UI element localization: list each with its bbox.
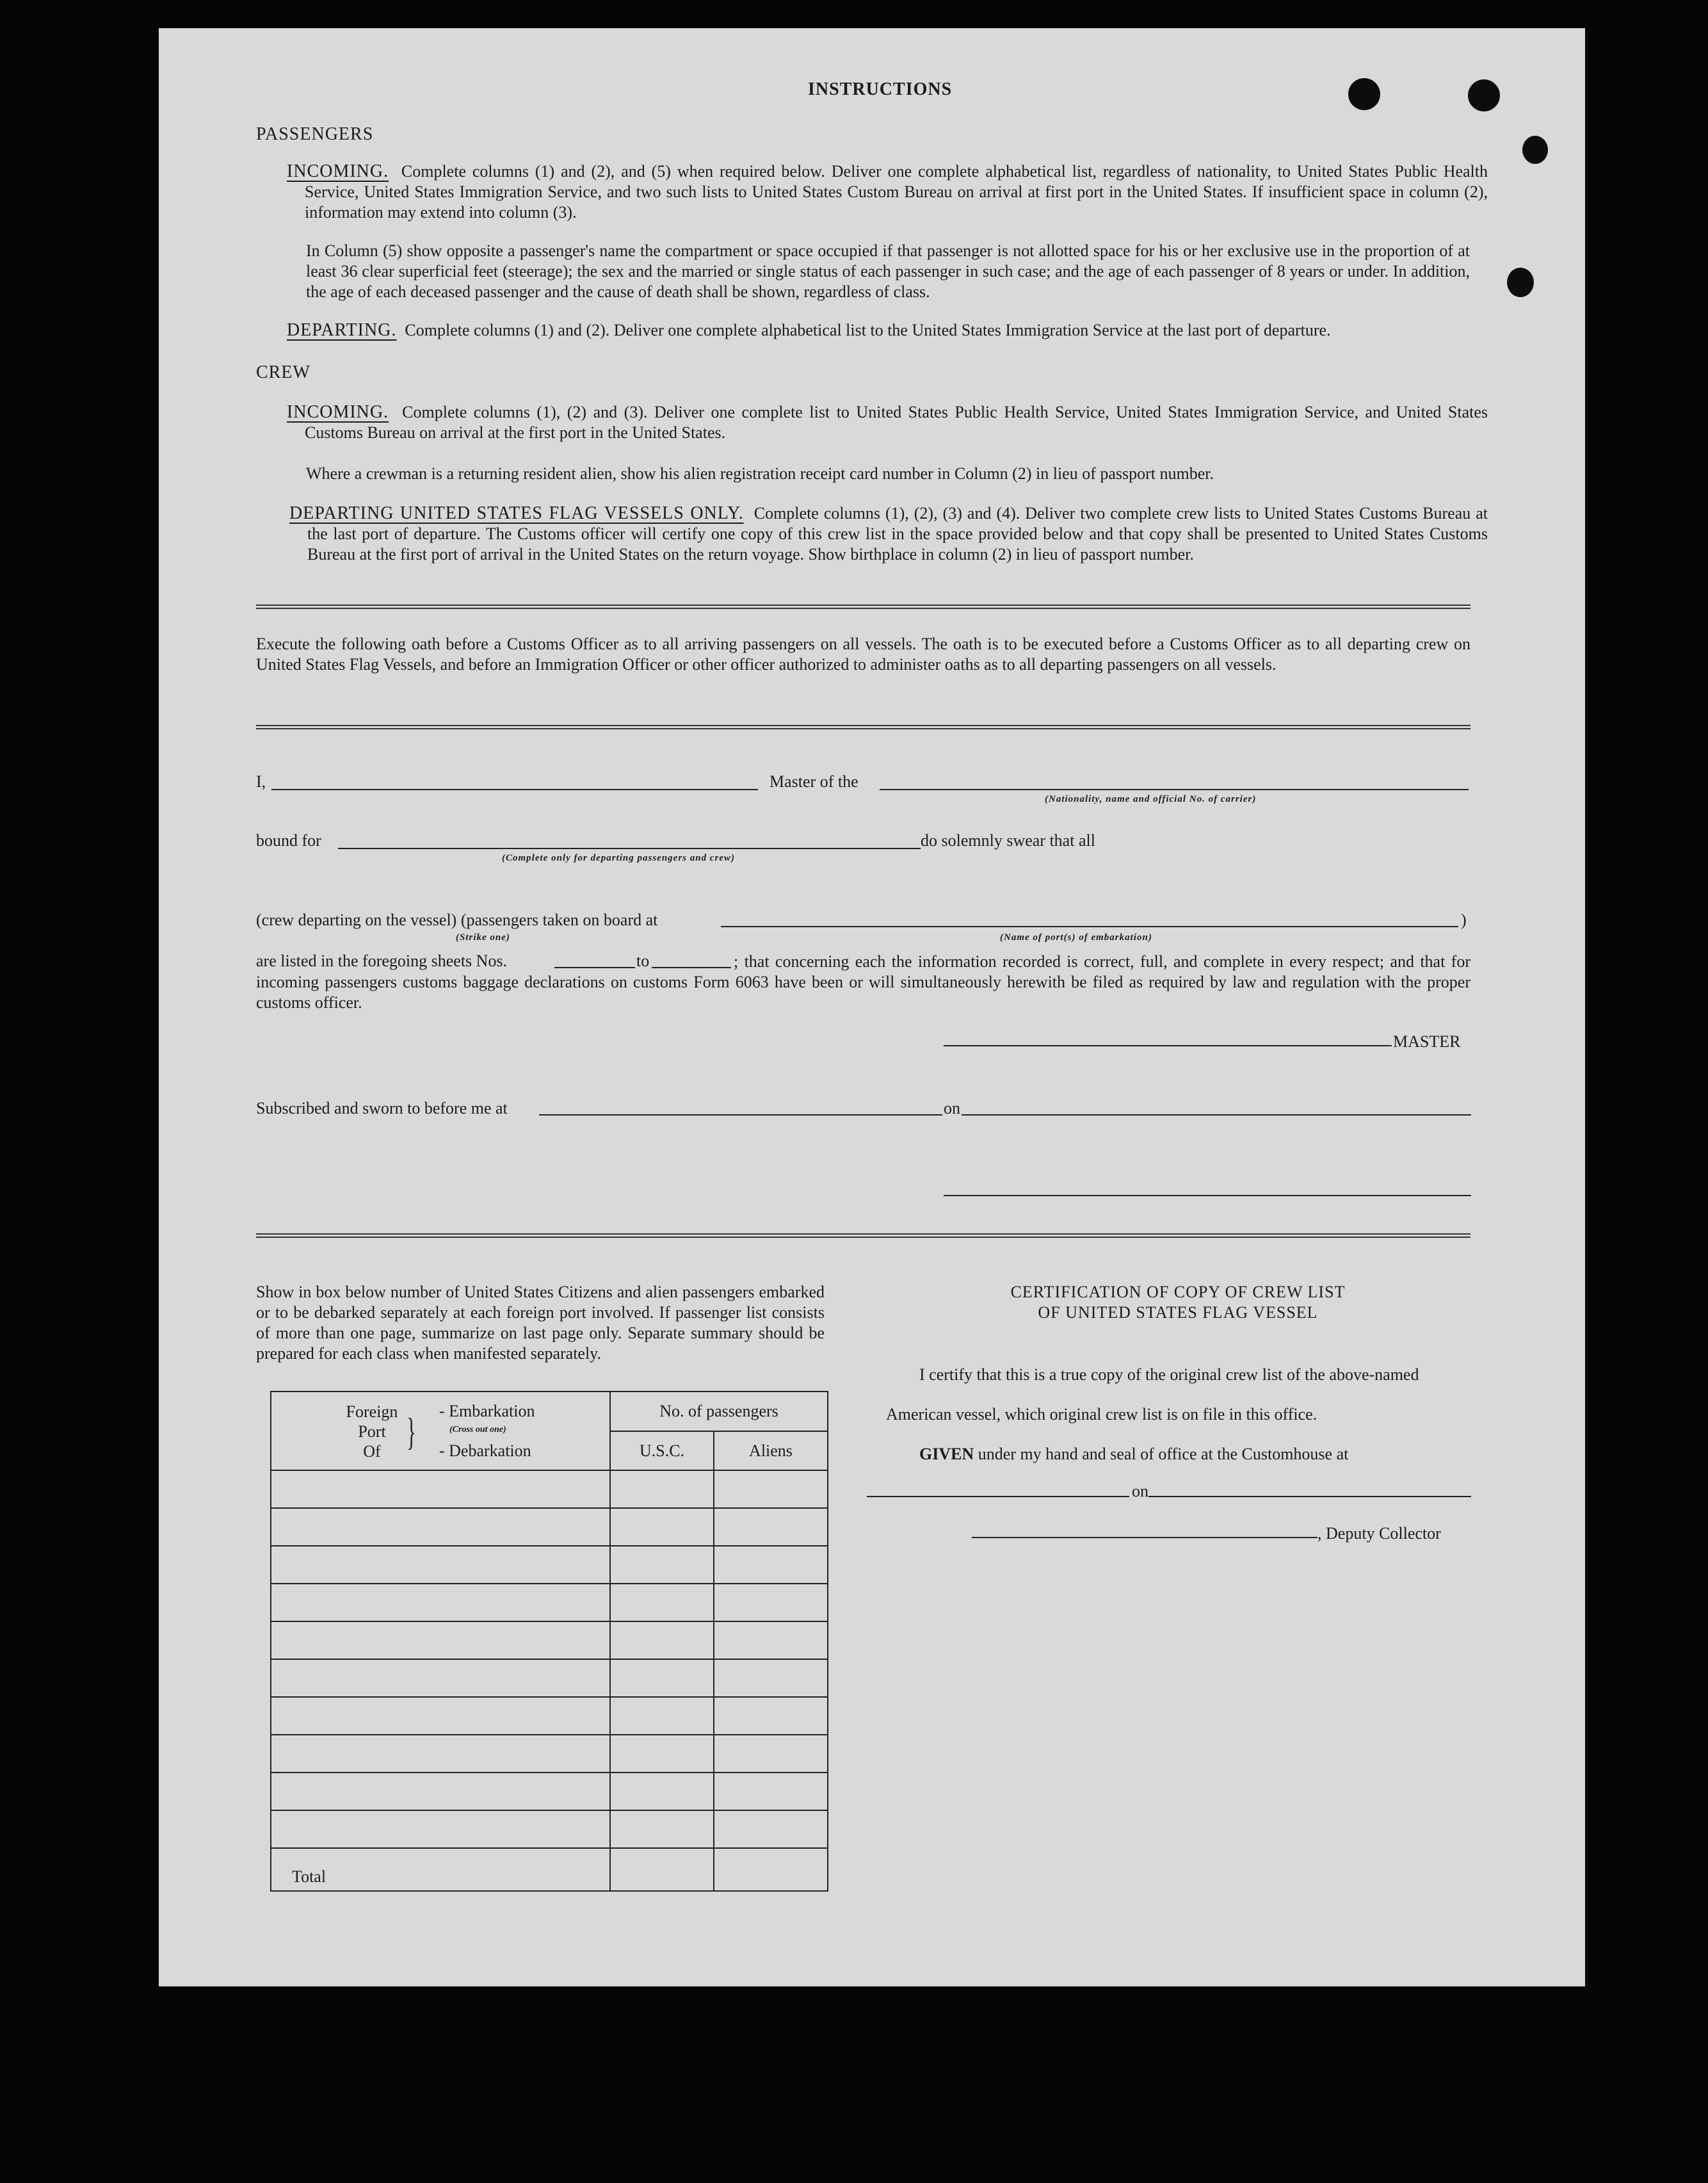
port-row xyxy=(271,1546,828,1584)
aliens-cell[interactable] xyxy=(714,1735,828,1773)
oath-i-label: I, xyxy=(256,772,266,791)
punch-hole xyxy=(1348,78,1380,110)
aliens-cell[interactable] xyxy=(714,1810,828,1848)
crew-returning-paragraph: Where a crewman is a returning resident alien, show his alien registration receipt card number in Column (2) in lieu of passport number. xyxy=(306,464,1214,483)
port-row xyxy=(271,1773,828,1810)
sworn-place-field[interactable] xyxy=(539,1114,942,1116)
carrier-field[interactable] xyxy=(880,789,1469,790)
passengers-incoming-paragraph xyxy=(287,161,1488,223)
port-cell[interactable] xyxy=(271,1810,610,1848)
master-signature-field[interactable] xyxy=(944,1045,1392,1046)
passengers-incoming-text: Complete columns (1) and (2), and (5) when required below. Deliver one complete alphabetical list, regardless of nationality, to United States Public Health Service, United States Immigration Service, and two such lists to United States Custom Bureau on arrival at first port in the United States. If insufficient space in column (2), information may extend into column (3). xyxy=(305,162,1488,222)
aliens-cell[interactable] xyxy=(714,1546,828,1584)
port-row xyxy=(271,1621,828,1659)
vessel-text: American vessel, which original crew list is on file in this office. xyxy=(886,1405,1317,1424)
crew-departing-label: DEPARTING UNITED STATES FLAG VESSELS ONLY. xyxy=(289,503,744,523)
to-label: to xyxy=(636,952,650,970)
punch-hole xyxy=(1522,136,1548,164)
passengers-departing-text: Complete columns (1) and (2). Deliver one complete alphabetical list to the United States Immigration Service at the last port of departure. xyxy=(405,321,1331,339)
passengers-departing-label: DEPARTING. xyxy=(287,320,397,340)
master-of-label: Master of the xyxy=(769,772,858,791)
port-row xyxy=(271,1470,828,1508)
crew-departing-paragraph xyxy=(289,503,1488,565)
passengers-column5-paragraph: In Column (5) show opposite a passenger's name the compartment or space occupied if that passenger is not allotted space for his or her exclusive use in the proportion of at least 36 clear superficial feet (steerage); the sex and the married or single status of each passenger in such case; and the age of each passenger of 8 years or under. In addition, the age of each deceased passenger and the cause of death shall be shown, regardless of class. xyxy=(306,241,1470,301)
usc-cell[interactable] xyxy=(610,1697,714,1735)
usc-cell[interactable] xyxy=(610,1735,714,1773)
punch-hole xyxy=(1468,79,1500,111)
aliens-cell[interactable] xyxy=(714,1773,828,1810)
sworn-date-field[interactable] xyxy=(962,1114,1471,1116)
carrier-caption: (Nationality, name and official No. of carrier) xyxy=(1045,794,1257,804)
crew-departing-text: Complete columns (1), (2), (3) and (4). Deliver two complete crew lists to United States Customs Bureau at the last port of departure. The Customs officer will certify one copy of this crew list in the space provided below and that copy shall be presented to United States Customs Bureau at the first port of arrival in the United States on the return voyage. Show birthplace in column (2) in lieu of passport number. xyxy=(307,504,1488,564)
bound-caption: (Complete only for departing passengers and crew) xyxy=(502,853,735,863)
aliens-cell[interactable] xyxy=(714,1584,828,1621)
port-cell[interactable] xyxy=(271,1546,610,1584)
crew-incoming-text: Complete columns (1), (2) and (3). Deliver one complete list to United States Public Health Service, United States Immigration Service, and United States Customs Bureau on arrival at the first port in the United States. xyxy=(305,403,1488,442)
port-cell[interactable] xyxy=(271,1659,610,1697)
usc-cell[interactable] xyxy=(610,1773,714,1810)
port-row xyxy=(271,1810,828,1848)
usc-cell[interactable] xyxy=(610,1584,714,1621)
embarkation-port-field[interactable] xyxy=(721,926,1458,927)
port-cell[interactable] xyxy=(271,1508,610,1546)
certification-heading xyxy=(883,1282,1472,1323)
cert-date-field[interactable] xyxy=(1148,1496,1471,1497)
crew-heading: CREW xyxy=(256,362,310,382)
usc-cell[interactable] xyxy=(610,1546,714,1584)
master-name-field[interactable] xyxy=(271,789,758,790)
total-label: Total xyxy=(271,1848,610,1891)
sheets-label: are listed in the foregoing sheets Nos. xyxy=(256,952,508,970)
certification-heading-line2: OF UNITED STATES FLAG VESSEL xyxy=(1038,1303,1318,1322)
aliens-cell[interactable] xyxy=(714,1697,828,1735)
bound-for-field[interactable] xyxy=(338,848,921,849)
aliens-cell[interactable] xyxy=(714,1470,828,1508)
deputy-signature-field[interactable] xyxy=(972,1537,1317,1538)
aliens-header: Aliens xyxy=(714,1431,828,1470)
oath-body-text: ; that concerning each the information recorded is correct, full, and complete in every respect; and that for incoming passengers customs baggage declarations on customs Form 6063 have been or will simultaneously herewith be filed as required by law and regulation with the proper customs officer. xyxy=(256,952,1470,1012)
port-row xyxy=(271,1508,828,1546)
sworn-on-label: on xyxy=(944,1099,960,1117)
embarkation-label: - Embarkation xyxy=(439,1401,535,1420)
page-title: INSTRUCTIONS xyxy=(808,79,953,99)
total-row xyxy=(271,1848,828,1891)
passengers-departing-paragraph xyxy=(287,320,1470,341)
passengers-heading: PASSENGERS xyxy=(256,124,374,144)
officer-signature-field[interactable] xyxy=(944,1195,1471,1196)
crew-departing-label: (crew departing on the vessel) (passengers taken on board at xyxy=(256,911,658,929)
port-row xyxy=(271,1584,828,1621)
cross-out-caption: (Cross out one) xyxy=(449,1424,506,1434)
swear-label: do solemnly swear that all xyxy=(921,831,1095,850)
section-divider xyxy=(256,725,1470,729)
deputy-collector-label: , Deputy Collector xyxy=(1317,1524,1441,1543)
certify-text: I certify that this is a true copy of the original crew list of the above-named xyxy=(919,1365,1419,1384)
section-divider xyxy=(256,605,1470,609)
section-divider xyxy=(256,1233,1470,1238)
debarkation-label: - Debarkation xyxy=(439,1441,531,1460)
punch-hole xyxy=(1507,268,1534,297)
port-cell[interactable] xyxy=(271,1470,610,1508)
port-row xyxy=(271,1659,828,1697)
aliens-cell[interactable] xyxy=(714,1621,828,1659)
given-label: GIVEN xyxy=(919,1445,974,1463)
total-aliens-cell[interactable] xyxy=(714,1848,828,1891)
given-text: under my hand and seal of office at the Customhouse at xyxy=(978,1445,1349,1463)
passenger-summary-table xyxy=(270,1391,828,1892)
port-cell[interactable] xyxy=(271,1773,610,1810)
certification-heading-line1: CERTIFICATION OF COPY OF CREW LIST xyxy=(1010,1283,1346,1301)
port-cell[interactable] xyxy=(271,1735,610,1773)
aliens-cell[interactable] xyxy=(714,1508,828,1546)
aliens-cell[interactable] xyxy=(714,1659,828,1697)
oath-intro: Execute the following oath before a Customs Officer as to all arriving passengers on all vessels. The oath is to be executed before a Customs Officer as to all departing crew on United States Flag Vessels, and before an Immigration Officer or other officer authorized to administer oaths as to all departing passengers on all vessels. xyxy=(256,635,1470,674)
usc-cell[interactable] xyxy=(610,1470,714,1508)
port-cell[interactable] xyxy=(271,1584,610,1621)
brace-icon: } xyxy=(407,1410,416,1453)
cert-on-label: on xyxy=(1132,1482,1148,1500)
usc-cell[interactable] xyxy=(610,1621,714,1659)
total-usc-cell[interactable] xyxy=(610,1848,714,1891)
port-cell[interactable] xyxy=(271,1621,610,1659)
given-line xyxy=(919,1445,1348,1464)
usc-cell[interactable] xyxy=(610,1659,714,1697)
passengers-incoming-label: INCOMING. xyxy=(287,161,389,181)
master-label: MASTER xyxy=(1393,1032,1461,1051)
subscribed-label: Subscribed and sworn to before me at xyxy=(256,1099,508,1117)
usc-cell[interactable] xyxy=(610,1810,714,1848)
crew-incoming-paragraph xyxy=(287,402,1488,443)
customhouse-field[interactable] xyxy=(867,1496,1129,1497)
close-paren: ) xyxy=(1461,911,1467,929)
port-caption: (Name of port(s) of embarkation) xyxy=(1000,932,1152,943)
port-row xyxy=(271,1735,828,1773)
strike-caption: (Strike one) xyxy=(456,932,510,943)
bound-for-label: bound for xyxy=(256,831,321,850)
usc-header: U.S.C. xyxy=(610,1431,714,1470)
port-row xyxy=(271,1697,828,1735)
table-header-row xyxy=(271,1392,828,1431)
crew-incoming-label: INCOMING. xyxy=(287,402,389,422)
no-of-passengers-header: No. of passengers xyxy=(610,1392,828,1431)
port-header-cell xyxy=(271,1392,610,1470)
usc-cell[interactable] xyxy=(610,1508,714,1546)
summary-intro: Show in box below number of United States Citizens and alien passengers embarked or to be debarked separately at each foreign port involved. If passenger list consists of more than one page, summarize on last page only. Separate summary should be prepared for each class when manifested separately. xyxy=(256,1283,825,1363)
port-cell[interactable] xyxy=(271,1697,610,1735)
foreign-port-of-label: Foreign Port Of xyxy=(346,1402,398,1461)
